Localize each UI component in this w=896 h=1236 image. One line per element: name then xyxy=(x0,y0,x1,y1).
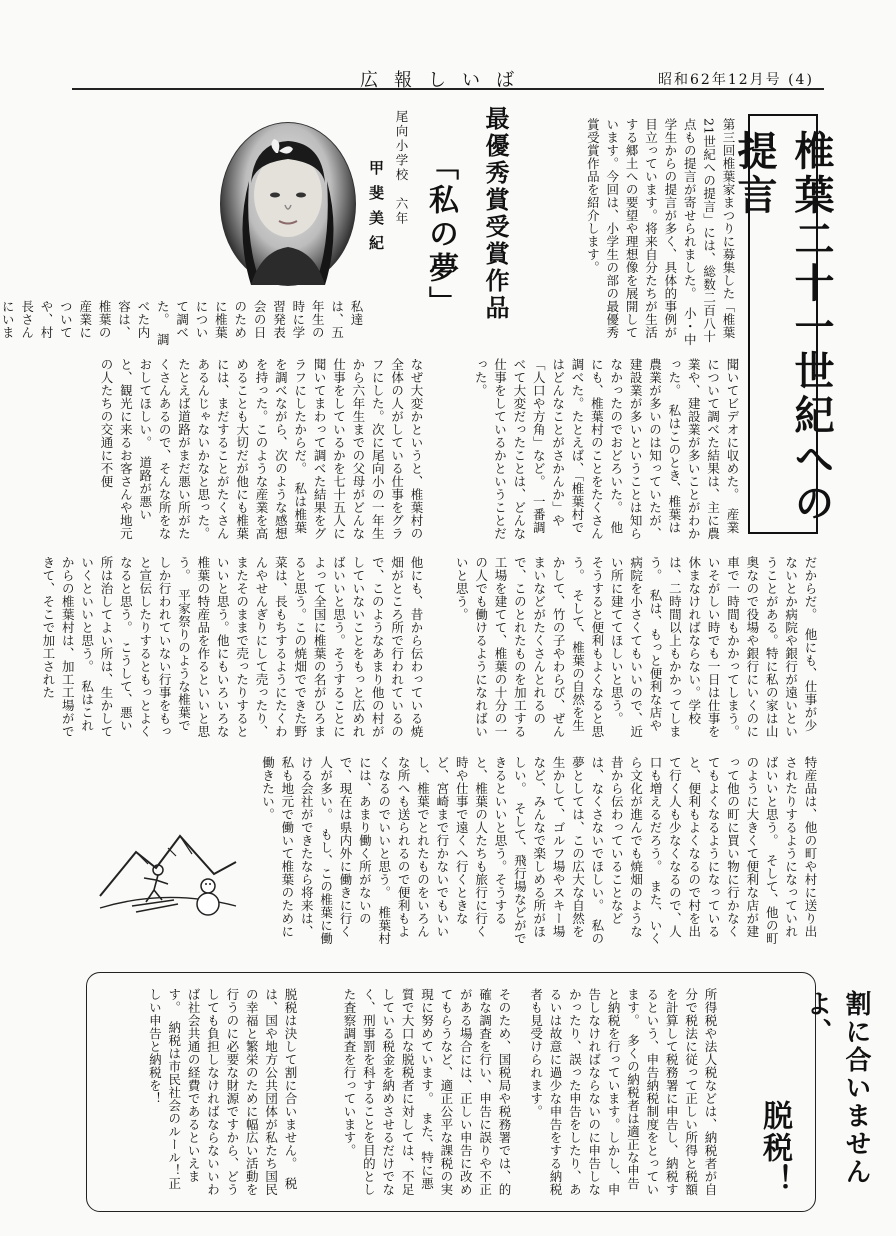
tax-body-col3: 脱税は決して割に合いません。 税は、国や地方公共団体が私たち国民の幸福と繁栄のために幅広い活動を行うのに必要な財源ですから、どうしても負担しなければならないいわば社会共通の経費であるといえます。 納税は市民社会のルール！正しい申告と納税を！ xyxy=(147,988,298,1196)
tax-body-col2: そのため、国税局や税務署では、的確な調査を行い、申告に誤りや不正がある場合には、正しい申告に改めてもらうなど、適正公平な課税の実現に努めています。 また、特に悪質で大口な脱税者に対しては、不足している税金を納めさせるだけでなく、刑事罰を科することを目的とした査察調査を行っています。 xyxy=(342,988,512,1196)
article-body-col2: 聞いてビデオに収めた。 産業について調べた結果は、主に農業や、建設業が多いことがわかった。 私はこのとき、椎葉は農業が多いのは知っていたが、建設業が多いということは知らなかったのでおどろいた。 他にも、椎葉村のことをたくさん調べた。たとえば、「椎葉村ではどんなことがさかんか」や「人口や方角」など。 一番調べて大変だったことは、どんな仕事をしているかということだった。 xyxy=(473,358,740,540)
skier-and-snowman-illustration-icon xyxy=(96,812,240,922)
work-title: 「私の夢」 xyxy=(423,150,458,320)
author-name: 甲斐美紀 xyxy=(367,160,385,260)
tax-notice-title xyxy=(752,990,875,1236)
masthead: 広報しいば xyxy=(360,70,530,91)
issue-number: 昭和62年12月号 (4) xyxy=(658,72,814,88)
tax-title-line1: 割に合いませんよ、 xyxy=(802,990,871,1186)
article-body-col6: 特産品は、他の町や村に送り出されたりするようになっていればいいと思う。 そして、他の町のように大きくて便利な店が建って他の町に買い物に行かなくてもよくなるようになっていると、便利もよくなるので村を出て行く人も少なくなるので、人口も増えるだろう。 また、いくら文化が進んでも焼畑のような昔から伝わっていることなどは、なくさないでほしい。 私の夢としては、この広大な自然を生かして、ゴルフ場やスキー場など、みんなで楽しめる所がほしい。 そして、飛行場などができるといいと思う。そうすると、椎葉の人たちも旅行に行く時や仕事で遠くへ行くときなど、宮崎まで行かないでもいいし、椎葉でとれたものをいろんな所へも送られるので便利もよくなるのでいいと思う。 椎葉村には、あまり働く所がないので、現在は県内外に働きに行く人が多い。 もし、この椎葉に働ける会社ができたなら将来は、私も地元で働いて椎葉のために働きたい。 xyxy=(260,756,818,945)
header-rule xyxy=(72,88,824,90)
tax-title-line2: 脱税！ xyxy=(757,1100,792,1196)
student-portrait-icon xyxy=(220,122,356,286)
article-body-col5: 他にも、昔から伝わっている焼畑がところ所で行われているので、このようなあまり他の村がしていないことをもっと広めればいいと思う。そうすることによって全国に椎葉の名がひろまると思う。この焼畑でできた野菜は、長もちするようにたくわんやせんぎりにして売ったり、またそのままで売ったりするといいと思う。他にもいろいろな椎葉の特産品を作るといいと思う。 平家祭りのような椎葉でしか行われていない行事をもっと宣伝したりするともっとよくなると思う。 こうして、悪い所は治してよい所は、生かしていくといいと思う。 私はこれからの椎葉村は、加工工場ができて、そこで加工された xyxy=(40,556,424,738)
article-body-col3: なぜ大変かというと、椎葉村の全体の人がしている仕事をグラフにした。次に尾向小の一年生から六年生までの父母がどんな仕事をしているかを七十五人に聞いてまわって調べた結果をグラフにしたからだ。 私は椎葉を調べながら、次のような感想を持った。このような産業を高めることも大切だが他にも椎葉には、まだすることがたくさんあるんじゃないかなと思った。 たとえば道路がまだ悪い所がたくさんあるので、そんな所をなおしてほしい。 道路が悪いと、観光に来るお客さんや地元の人たちの交通に不便 xyxy=(99,358,424,547)
article-title-box xyxy=(731,114,834,534)
article-intro: 第三回椎葉家まつりに募集した「椎葉21世紀への提言」には、総数二百八十点もの提言が寄せられました。 小・中学生からの提言が多く、具体的事例が目立っています。将来自分たちが生活する郷土への要望や理想像を展開しています。今回は、小学生の部の最優秀賞受賞作品を紹介します。 xyxy=(585,118,736,346)
award-heading: 最優秀賞受賞作品 xyxy=(481,106,510,322)
tax-body-col1: 所得税や法人税などは、納税者が自分で税法に従って正しい所得と税額を計算して税務署に申告し、納税するという、申告納税制度をとっています。 多くの納税者は適正な申告と納税を行っています。しかし、申告しなければならないのに申告しなかったり、誤った申告をしたり、あるいは故意に過少な申告をする納税者も見受けられます。 xyxy=(528,988,718,1196)
article-title: 椎葉二十一世紀への提言 xyxy=(731,130,834,526)
article-body-col4: だからだ。 他にも、仕事が少ないとか病院や銀行が遠いということがある。特に私の家は山奥なので役場や銀行にいくのに車で一時間もかかってしまう。いそがしい時でも一日は仕事を休まなければならない。学校は、二時間以上もかかってしまう。 私は、もっと便利な店や病院を小さくてもいいので、近い所に建ててほしいと思う。 そうすると便利もよくなると思う。 そして、椎葉の自然を生かして、竹の子やわらび、ぜんまいなどがたくさんとれるので、このとれたものを加工する工場を建てて、椎葉の十分の一の人でも働けるようになればいいと思う。 xyxy=(454,556,818,738)
author-school: 尾向小学校 六年 xyxy=(394,110,409,226)
article-body-col1: 私達は、五年生の時に学習発表会の日のために椎葉について調べた。 調べた内容は、椎葉の産業についてや、村長さんにいま xyxy=(0,300,364,346)
